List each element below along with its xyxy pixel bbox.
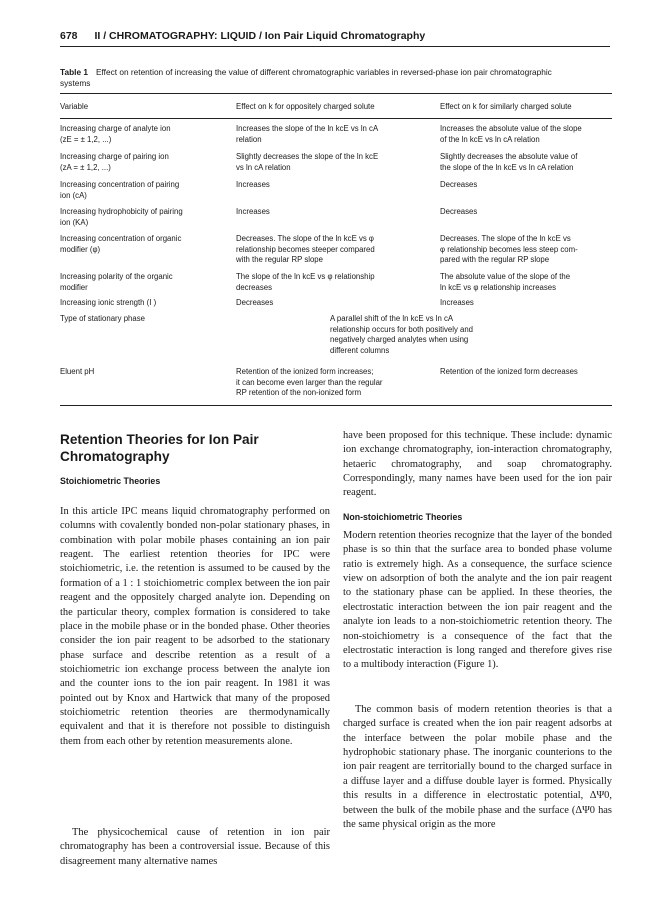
running-title: II / CHROMATOGRAPHY: LIQUID / Ion Pair Liquid Chromatography	[94, 30, 426, 42]
table-bottom-rule	[60, 405, 612, 406]
table-cell: Type of stationary phase	[60, 314, 145, 323]
table-cell: Decreases	[236, 298, 274, 307]
table-cell: Increasing concentration of organic modifier (φ)	[60, 234, 182, 254]
paragraph: have been proposed for this technique. These include: dynamic ion exchange chromatography, ion-interaction chromatography, hetaeric chromatography, and soap chromatography. Correspondingly, many names have been used for the ion pair reagent.	[343, 430, 612, 499]
table-cell: Decreases. The slope of the ln kcE vs φ relationship becomes less steep com- pared with the regular RP slope	[440, 234, 578, 265]
table-cell: Increases the absolute value of the slope of the ln kcE vs ln cA relation	[440, 124, 582, 144]
table-cell: Increases	[236, 180, 270, 189]
table-cell: Decreases. The slope of the ln kcE vs φ relationship becomes steeper compared with the regular RP slope	[236, 234, 375, 265]
caption-line-1: Effect on retention of increasing the value of different chromatographic variables in reversed-phase ion pair chromatographic	[95, 67, 552, 77]
table-cell: Increases the slope of the ln kcE vs ln cA relation	[236, 124, 379, 144]
table-cell: Increases	[236, 207, 270, 216]
table-label: Table 1	[60, 67, 88, 77]
caption-line-2: systems	[60, 78, 91, 88]
table-header-similar: Effect on k for similarly charged solute	[440, 102, 572, 111]
table-header-rule	[60, 118, 612, 119]
page-number: 678	[60, 30, 78, 42]
table-header-variable: Variable	[60, 102, 89, 111]
subsection-stoichiometric: Stoichiometric Theories	[60, 476, 161, 486]
table-cell: Increasing charge of pairing ion (zA = ± 1,2, ...)	[60, 152, 169, 172]
running-header	[60, 30, 610, 42]
table-cell: Slightly decreases the slope of the ln kcE vs ln cA relation	[236, 152, 379, 172]
paragraph: The physicochemical cause of retention in ion pair chromatography has been a controversial issue. Because of this disagreement many alternative names	[60, 827, 330, 867]
table-cell: Increases	[440, 298, 474, 307]
table-cell: Decreases	[440, 207, 478, 216]
table-cell: Retention of the ionized form increases; it can become even larger than the regular RP retention of the non-ionized form	[236, 367, 383, 398]
table-cell: Slightly decreases the absolute value of the slope of the ln kcE vs ln cA relation	[440, 152, 578, 172]
section-title: Retention Theories for Ion Pair Chromatography	[60, 432, 259, 464]
table-cell: The absolute value of the slope of the ln kcE vs φ relationship increases	[440, 272, 571, 292]
table-cell-spanning: A parallel shift of the ln kcE vs ln cA relationship occurs for both positively and negatively charged analytes when using different columns	[330, 314, 474, 355]
subsection-non-stoichiometric: Non-stoichiometric Theories	[343, 512, 463, 522]
paragraph: Modern retention theories recognize that the layer of the bonded phase is so thin that the surface area to bonded phase volume ratio is extremely high. As a consequence, the surface science view on adsorption of both the analyte and the ion pair reagent to the stationary phase can be applied. In these theories, the electrostatic interaction between the ion pair reagent and the analyte ion leads to a non-stoichiometric retention theory. The non-stoichiometry is a consequence of the fact that the electrostatic interaction is long ranged and therefore gives rise to a multibody interaction (Figure 1).	[343, 530, 612, 671]
table-cell: Increasing hydrophobicity of pairing ion (KA)	[60, 207, 183, 227]
paragraph: In this article IPC means liquid chromatography performed on columns with covalently bonded non-polar stationary phases, in combination with polar mobile phases containing an ion pair reagent. The earliest retention theories for IPC were stoichiometric, i.e. the retention is assumed to be caused by the formation of a 1 : 1 stoichiometric complex between the ion pair reagent and the oppositely charged analyte ion. Depending on the particular theory, complex formation is considered to take place in the mobile phase or in the bonded phase. Other theories consider the ion pair reagent to be adsorbed to the stationary phase surface and describe retention as a result of a stoichiometric ion exchange process between the analyte ion and the counter ions to the ion pair reagent. In 1981 it was pointed out by Knox and Hartwick that many of the proposed stoichiometric retention theories are thermodynamically equivalent and that it is therefore not possible to distinguish them from each other by retention measurements alone.	[60, 506, 330, 747]
table-top-rule	[60, 93, 612, 94]
table-cell: The slope of the ln kcE vs φ relationship decreases	[236, 272, 375, 292]
table-cell: Decreases	[440, 180, 478, 189]
table-header-opposite: Effect on k for oppositely charged solute	[236, 102, 375, 111]
paragraph: The common basis of modern retention theories is that a charged surface is created when the ion pair reagent adsorbs at the interface between the polar mobile phase and the hydrophobic stationary phase. The inorganic counterions to the ion pair reagent are territorially bound to the charged surface in a diffuse layer and a diffuse double layer is formed. Physically this results in a difference in electrostatic potential, ΔΨ0, between the bulk of the mobile phase and the surface (ΔΨ0 has the same physical origin as the more	[343, 704, 612, 830]
header-rule	[60, 46, 610, 47]
table-cell: Increasing polarity of the organic modifier	[60, 272, 173, 292]
table-caption	[60, 67, 612, 89]
table-cell: Retention of the ionized form decreases	[440, 367, 578, 376]
table-cell: Increasing charge of analyte ion (zE = ± 1,2, ...)	[60, 124, 171, 144]
table-cell: Eluent pH	[60, 367, 95, 376]
table-cell: Increasing concentration of pairing ion (cA)	[60, 180, 180, 200]
table-cell: Increasing ionic strength (I )	[60, 298, 157, 307]
